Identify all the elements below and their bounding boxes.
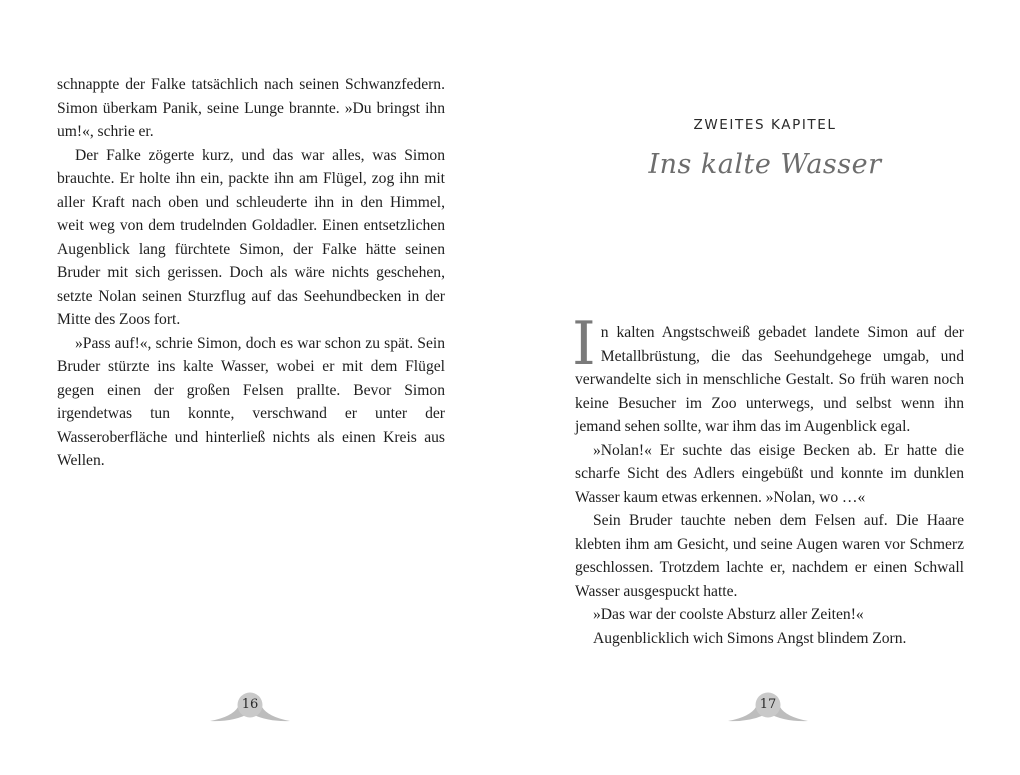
right-paragraph-5: Augenblicklich wich Simons Angst blindem Zorn. (593, 629, 907, 647)
chapter-title: Ins kalte Wasser (648, 149, 882, 180)
left-paragraph-1: schnappte der Falke tatsächlich nach seinen Schwanzfedern. Simon überkam Panik, seine Lunge brannte. »Du bringst ihn um!«, schrie er. (57, 76, 445, 140)
left-paragraph-2: Der Falke zögerte kurz, und das war alles, was Simon brauchte. Er holte ihn ein, packte ihn am Flügel, zog ihn mit aller Kraft nach oben und schleuderte ihn in den Himmel, weit weg von dem trudelnden Goldadler. Einen entsetzlichen Augenblick lang fürchtete Simon, der Falke hätte seinen Bruder mit sich gerissen. Doch als wäre nichts geschehen, setzte Nolan seinen Sturzflug auf das Seehundbecken in der Mitte des Zoos fort. (57, 146, 445, 328)
right-paragraph-4: »Das war der coolste Absturz aller Zeiten!« (593, 606, 864, 623)
right-paragraph-3: Sein Bruder tauchte neben dem Felsen auf. Die Haare klebten ihm am Gesicht, und seine Augen waren vor Schmerz geschlossen. Trotzdem lachte er, nachdem er einen Schwall Wasser ausgespuckt hatte. (575, 512, 964, 600)
right-paragraph-1-text: n kalten Angstschweiß gebadet landete Simon auf der Metallbrüstung, die das Seehundgehege umgab, und verwandelte sich in menschliche Gestalt. So früh waren noch keine Besucher im Zoo unterwegs, und selbst wenn ihn jemand sehen sollte, war ihm das im Augenblick egal. (575, 324, 964, 435)
left-page-folio (210, 683, 290, 728)
drop-cap: I (572, 309, 596, 379)
right-page-body (572, 309, 964, 650)
left-page-body (57, 73, 445, 473)
left-page-number: 16 (241, 697, 259, 712)
right-page-folio (728, 683, 808, 728)
right-paragraph-1 (572, 309, 964, 439)
left-paragraph-3: »Pass auf!«, schrie Simon, doch es war schon zu spät. Sein Bruder stürzte ins kalte Wasser, wobei er mit dem Flügel gegen einen der großen Felsen prallte. Bevor Simon irgendetwas tun konnte, verschwand er unter der Wasseroberfläche und hinterließ nichts als einen Kreis aus Wellen. (57, 334, 445, 469)
right-page-number: 17 (759, 697, 777, 712)
chapter-label: ZWEITES KAPITEL (693, 117, 837, 133)
right-paragraph-2: »Nolan!« Er suchte das eisige Becken ab. Er hatte die scharfe Sicht des Adlers eingebüßt und konnte im dunklen Wasser kaum etwas erkennen. »Nolan, wo …« (575, 441, 964, 506)
right-page (510, 0, 1020, 775)
